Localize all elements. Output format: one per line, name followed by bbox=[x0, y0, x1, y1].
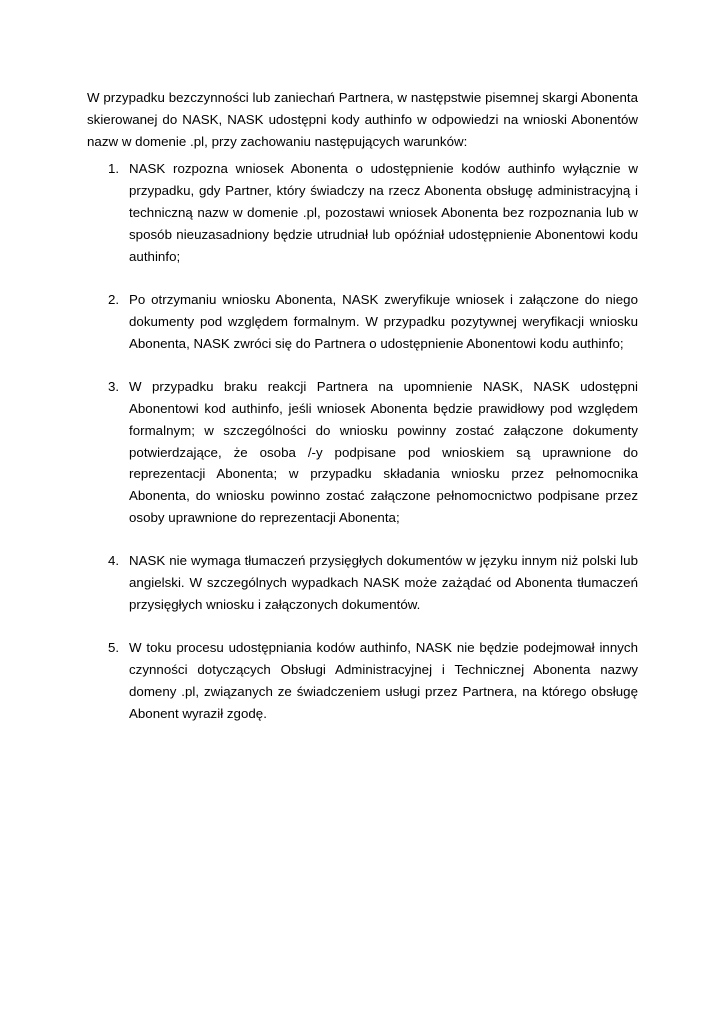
list-item-text: W toku procesu udostępniania kodów authinfo, NASK nie będzie podejmował innych czynności dotyczących Obsługi Administracyjnej i Technicznej Abonenta nazwy domeny .pl, związanych ze świadczeniem usługi przez Partnera, na którego obsługę Abonent wyraził zgodę. bbox=[129, 640, 638, 721]
list-item bbox=[87, 550, 638, 615]
list-item-number: 4. bbox=[108, 553, 120, 569]
list-item-text: NASK nie wymaga tłumaczeń przysięgłych dokumentów w języku innym niż polski lub angielski. W szczególnych wypadkach NASK może zażądać od Abonenta tłumaczeń przysięgłych wniosku i załączonych dokumentów. bbox=[129, 553, 638, 612]
list-item-number: 5. bbox=[108, 640, 120, 656]
list-item-number: 2. bbox=[108, 292, 120, 308]
list-item bbox=[87, 289, 638, 354]
list-item-text: NASK rozpozna wniosek Abonenta o udostępnienie kodów authinfo wyłącznie w przypadku, gdy Partner, który świadczy na rzecz Abonenta obsługę administracyjną i techniczną nazw w domenie .pl, pozostawi wniosek Abonenta bez rozpoznania lub w sposób nieuzasadniony będzie utrudniał lub opóźniał udostępnienie Abonentowi kodu authinfo; bbox=[129, 161, 638, 264]
list-item bbox=[87, 376, 638, 529]
list-item-text: W przypadku braku reakcji Partnera na upomnienie NASK, NASK udostępni Abonentowi kod authinfo, jeśli wniosek Abonenta będzie prawidłowy pod względem formalnym; w szczególności do wniosku powinny zostać załączone dokumenty potwierdzające, że osoba /-y podpisane pod wnioskiem są uprawnione do reprezentacji Abonenta; w przypadku składania wniosku przez pełnomocnika Abonenta, do wniosku powinno zostać załączone pełnomocnictwo podpisane przez osoby uprawnione do reprezentacji Abonenta; bbox=[129, 379, 638, 525]
intro-paragraph: W przypadku bezczynności lub zaniechań Partnera, w następstwie pisemnej skargi Abonenta skierowanej do NASK, NASK udostępni kody authinfo w odpowiedzi na wnioski Abonentów nazw w domenie .pl, przy zachowaniu następujących warunków: bbox=[87, 90, 638, 149]
conditions-list bbox=[87, 158, 638, 724]
list-item bbox=[87, 158, 638, 267]
document-body bbox=[87, 87, 638, 725]
list-item bbox=[87, 637, 638, 724]
list-item-number: 1. bbox=[108, 161, 120, 177]
list-item-text: Po otrzymaniu wniosku Abonenta, NASK zweryfikuje wniosek i załączone do niego dokumenty pod względem formalnym. W przypadku pozytywnej weryfikacji wniosku Abonenta, NASK zwróci się do Partnera o udostępnienie Abonentowi kodu authinfo; bbox=[129, 292, 638, 351]
list-item-number: 3. bbox=[108, 379, 120, 395]
